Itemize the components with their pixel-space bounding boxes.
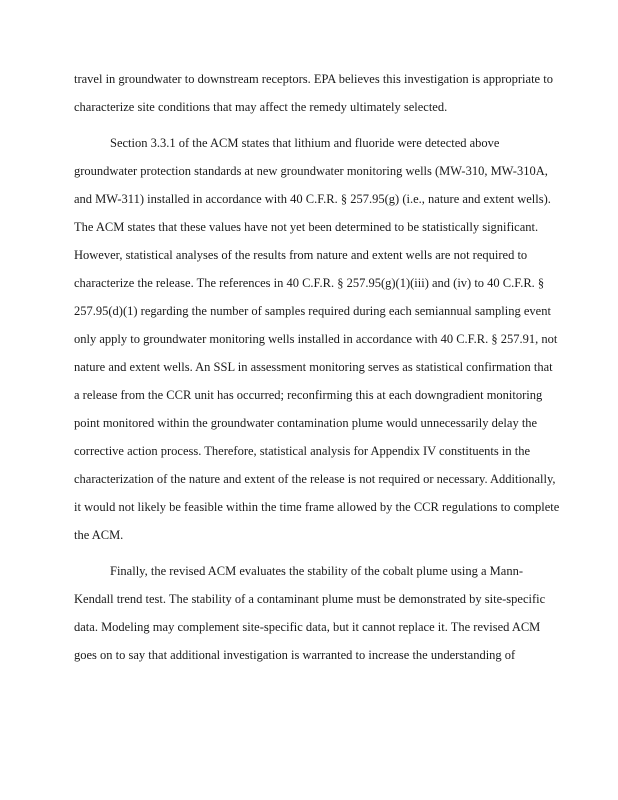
text-line: groundwater protection standards at new groundwater monitoring wells (MW-310, MW-310A,: [74, 164, 548, 178]
text-line: Finally, the revised ACM evaluates the stability of the cobalt plume using a Mann-: [110, 564, 523, 578]
text-line: characterization of the nature and extent of the release is not required or necessary. Additionally,: [74, 472, 556, 486]
text-line: only apply to groundwater monitoring wells installed in accordance with 40 C.F.R. § 257.91, not: [74, 332, 558, 346]
text-line: However, statistical analyses of the results from nature and extent wells are not required to: [74, 248, 528, 262]
text-line: point monitored within the groundwater contamination plume would unnecessarily delay the: [74, 416, 538, 430]
text-line: nature and extent wells. An SSL in assessment monitoring serves as statistical confirmation that: [74, 360, 553, 374]
text-line: characterize site conditions that may affect the remedy ultimately selected.: [74, 100, 448, 114]
text-line: and MW-311) installed in accordance with 40 C.F.R. § 257.95(g) (i.e., nature and extent wells).: [74, 192, 551, 206]
text-line: data. Modeling may complement site-specific data, but it cannot replace it. The revised ACM: [74, 620, 541, 634]
text-line: travel in groundwater to downstream receptors. EPA believes this investigation is appropriate to: [74, 72, 553, 86]
text-line: corrective action process. Therefore, statistical analysis for Appendix IV constituents in the: [74, 444, 530, 458]
text-line: The ACM states that these values have not yet been determined to be statistically significant.: [74, 220, 539, 234]
text-line: goes on to say that additional investigation is warranted to increase the understanding of: [74, 648, 516, 662]
text-line: 257.95(d)(1) regarding the number of samples required during each semiannual sampling event: [74, 304, 551, 318]
text-line: characterize the release. The references in 40 C.F.R. § 257.95(g)(1)(iii) and (iv) to 40 C.F.R. §: [74, 276, 545, 290]
text-line: it would not likely be feasible within the time frame allowed by the CCR regulations to complete: [74, 500, 560, 514]
text-line: Kendall trend test. The stability of a contaminant plume must be demonstrated by site-specific: [74, 592, 546, 606]
text-line: Section 3.3.1 of the ACM states that lithium and fluoride were detected above: [110, 136, 500, 150]
text-line: a release from the CCR unit has occurred; reconfirming this at each downgradient monitoring: [74, 388, 543, 402]
text-line: the ACM.: [74, 528, 124, 542]
